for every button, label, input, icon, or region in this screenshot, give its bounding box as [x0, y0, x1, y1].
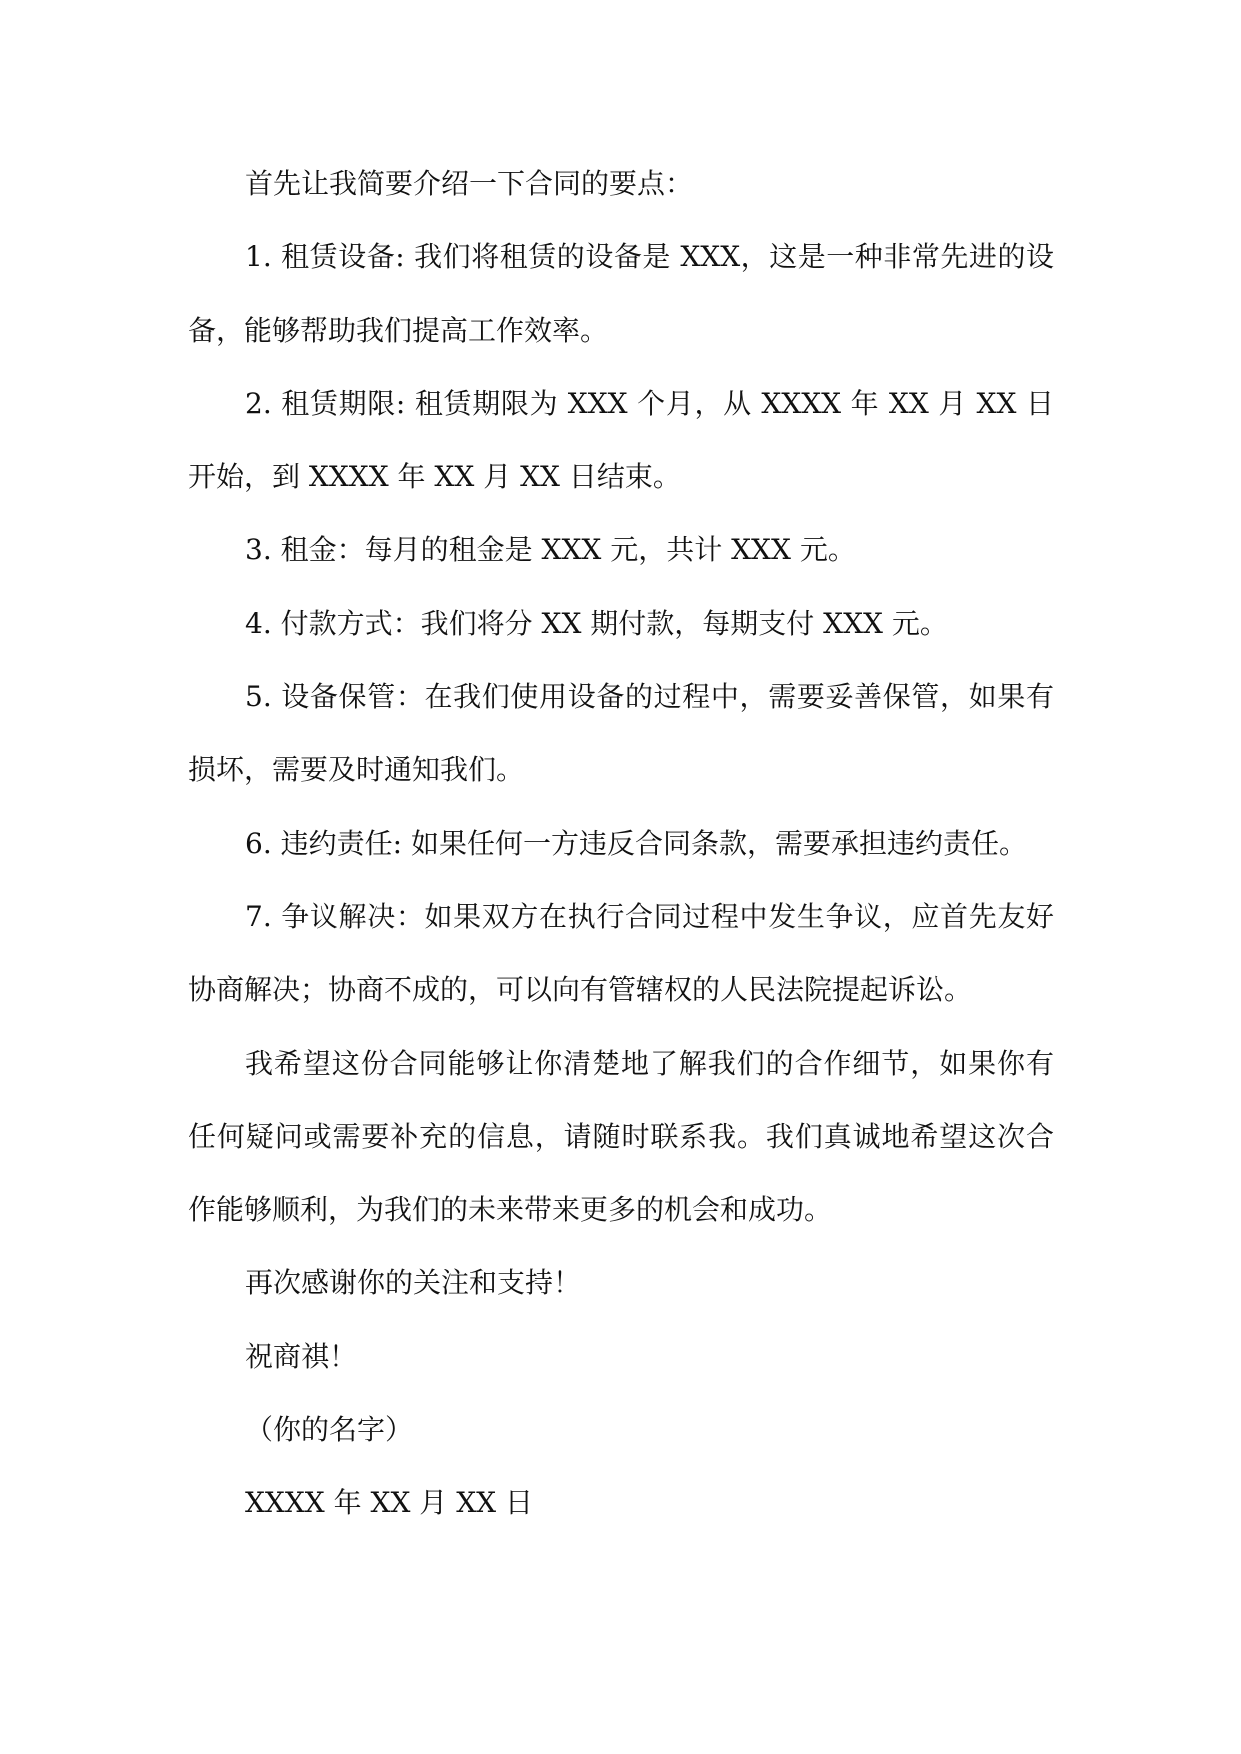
- document-body: [188, 147, 1054, 1540]
- thanks-line: 再次感谢你的关注和支持！: [245, 1266, 582, 1300]
- clause-rent: 3. 租金：每月的租金是 XXX 元，共计 XXX 元。: [245, 533, 856, 567]
- clause-equipment: 1. 租赁设备: 我们将租赁的设备是 XXX，这是一种非常先进的设备，能够帮助我们提高工作效率。: [188, 240, 1054, 347]
- signature-date: XXXX 年 XX 月 XX 日: [245, 1486, 533, 1520]
- clause-custody: 5. 设备保管：在我们使用设备的过程中，需要妥善保管，如果有损坏，需要及时通知我们。: [188, 680, 1054, 787]
- closing-paragraph: 我希望这份合同能够让你清楚地了解我们的合作细节，如果你有任何疑问或需要补充的信息，请随时联系我。我们真诚地希望这次合作能够顺利，为我们的未来带来更多的机会和成功。: [188, 1046, 1054, 1227]
- signature-name: （你的名字）: [245, 1413, 414, 1447]
- clause-payment: 4. 付款方式：我们将分 XX 期付款，每期支付 XXX 元。: [245, 606, 948, 640]
- clause-dispute: 7. 争议解决：如果双方在执行合同过程中发生争议，应首先友好协商解决；协商不成的，可以向有管辖权的人民法院提起诉讼。: [188, 899, 1054, 1007]
- salutation: 祝商祺！: [245, 1339, 358, 1373]
- clause-term: 2. 租赁期限: 租赁期限为 XXX 个月，从 XXXX 年 XX 月 XX 日开始，到 XXXX 年 XX 月 XX 日结束。: [188, 386, 1054, 494]
- clause-liability: 6. 违约责任: 如果任何一方违反合同条款，需要承担违约责任。: [245, 826, 1027, 860]
- intro-paragraph: 首先让我简要介绍一下合同的要点：: [245, 167, 694, 200]
